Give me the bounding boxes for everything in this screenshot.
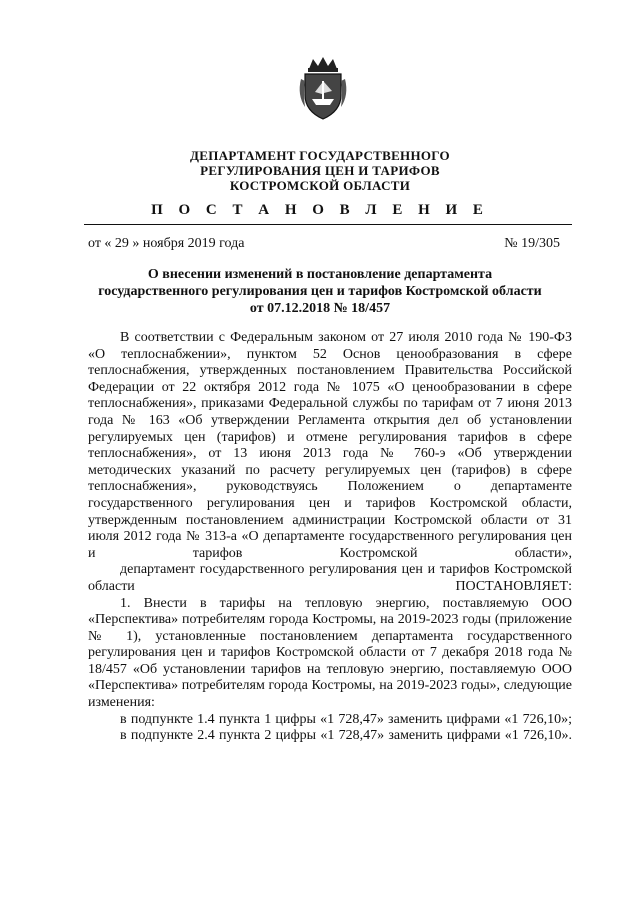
title-line-1: О внесении изменений в постановление департамента <box>147 267 493 282</box>
body-paragraph-preamble: В соответствии с Федеральным законом от 27 июля 2010 года № 190-ФЗ «О теплоснабжении», пунктом 52 Основ ценообразования в сфере теплоснабжения, утвержденных постановлением Правительства Российской Федерации от 22 октября 2012 года № 1075 «О ценообразовании в сфере теплоснабжения», приказами Федеральной службы по тарифам от 7 июня 2013 года № 163 «Об утверждении Регламента открытия дел об установлении регулируемых цен (тарифов) и отмене регулирования тарифов в сфере теплоснабжения», от 13 июня 2013 года № 760-э «Об утверждении методических указаний по расчету регулируемых цен (тарифов) в сфере теплоснабжения», руководствуясь Положением о департаменте государственного регулирования цен и тарифов Костромской области, утвержденным постановлением администрации Костромской области от 31 июля 2012 года № 313-а «О департаменте государственного регулирования цен и тарифов Костромской области», <box>88 330 572 561</box>
body-paragraph-change-2: в подпункте 2.4 пункта 2 цифры «1 728,47» заменить цифрами «1 726,10». <box>120 728 572 744</box>
title-line-3: от 07.12.2018 № 18/457 <box>249 301 391 316</box>
issuer-header <box>0 148 640 193</box>
issuer-line-3: КОСТРОМСКОЙ ОБЛАСТИ <box>229 178 411 193</box>
issuer-line-1: ДЕПАРТАМЕНТ ГОСУДАРСТВЕННОГО <box>190 148 450 163</box>
document-type-heading: П О С Т А Н О В Л Е Н И Е <box>151 202 489 218</box>
document-date: от « 29 » ноября 2019 года <box>88 236 245 251</box>
body-paragraph-resolution: департамент государственного регулирования цен и тарифов Костромской области ПОСТАНОВЛЯЕТ: <box>88 562 572 594</box>
document-body <box>88 330 572 745</box>
document-number: № 19/305 <box>504 236 560 251</box>
issuer-line-2: РЕГУЛИРОВАНИЯ ЦЕН И ТАРИФОВ <box>200 163 440 178</box>
kostroma-coat-of-arms-emblem <box>295 55 351 121</box>
body-paragraph-item-1: 1. Внести в тарифы на тепловую энергию, поставляемую ООО «Перспектива» потребителям города Костромы, на 2019-2023 годы (приложение № 1), установленные постановлением департамента государственного регулирования цен и тарифов Костромской области от 7 декабря 2018 года № 18/457 «Об установлении тарифов на тепловую энергию, поставляемую ООО «Перспектива» потребителям города Костромы, на 2019-2023 годы», следующие изменения: <box>88 595 572 711</box>
title-line-2: государственного регулирования цен и тарифов Костромской области <box>98 284 542 299</box>
document-title <box>0 266 640 317</box>
body-paragraph-change-1: в подпункте 1.4 пункта 1 цифры «1 728,47» заменить цифрами «1 726,10»; <box>120 711 572 727</box>
header-divider <box>84 224 572 225</box>
